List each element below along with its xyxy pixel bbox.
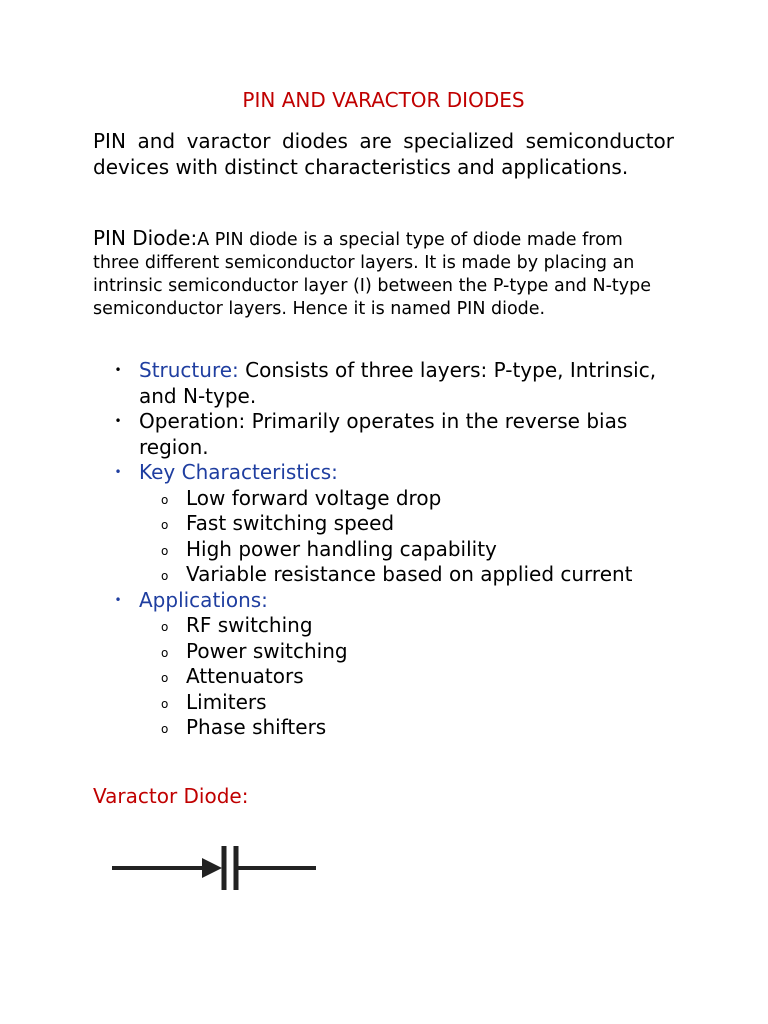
list-item-structure [93,358,674,409]
list-item [139,639,674,665]
bullet-icon: • [114,414,122,428]
varactor-diode-symbol-icon [112,842,318,894]
list-item [139,537,674,563]
bullet-icon: • [114,592,122,607]
list-item-operation [93,409,674,460]
list-item [139,562,674,588]
structure-label: Structure: [139,358,239,382]
list-item [139,715,674,741]
list-item-text: Power switching [186,638,348,663]
list-item-text: Phase shifters [186,715,327,739]
list-item-text: Limiters [186,689,267,714]
list-item-text: Fast switching speed [186,511,395,535]
key-characteristics-sublist [139,486,674,588]
list-item-text: High power handling capability [186,536,497,561]
list-item [139,511,674,537]
circle-bullet-icon: o [161,518,169,532]
list-item [139,664,674,690]
circle-bullet-icon: o [161,543,169,558]
list-item-text: Attenuators [186,664,304,688]
circle-bullet-icon: o [161,696,169,711]
circle-bullet-icon: o [161,671,169,685]
pin-diode-list [93,358,674,741]
page-title: PIN AND VARACTOR DIODES [242,88,525,112]
circle-bullet-icon: o [161,645,169,660]
applications-label: Applications: [139,587,268,612]
key-characteristics-label: Key Characteristics: [139,460,338,484]
list-item-text: RF switching [186,613,313,637]
pin-diode-paragraph [93,227,674,321]
varactor-diode-heading: Varactor Diode: [93,784,249,808]
pin-diode-text: A PIN diode is a special type of diode made from three different semiconductor layers. It is made by placing an intrinsic semiconductor layer (I) between the P-type and N-type semiconductor layers. Hence it is named PIN diode. [93,230,651,319]
list-item [139,613,674,639]
circle-bullet-icon: o [161,620,169,634]
bullet-icon: • [114,363,122,377]
bullet-icon: • [114,465,122,479]
list-item-text: Variable resistance based on applied current [186,562,633,586]
list-item-text: Low forward voltage drop [186,485,442,510]
structure-text: Consists of three layers: P-type, Intrinsic, and N-type. [139,358,657,408]
pin-diode-lead: PIN Diode: [93,226,198,250]
list-item-applications [93,588,674,741]
list-item [139,486,674,512]
circle-bullet-icon: o [161,722,169,736]
circle-bullet-icon: o [161,569,169,583]
list-item-key-characteristics [93,460,674,588]
list-item [139,690,674,716]
operation-text: Operation: Primarily operates in the reverse bias region. [139,409,628,459]
applications-sublist [139,613,674,741]
intro-paragraph: PIN and varactor diodes are specialized semiconductor devices with distinct characteristics and applications. [93,129,674,179]
circle-bullet-icon: o [161,492,169,507]
